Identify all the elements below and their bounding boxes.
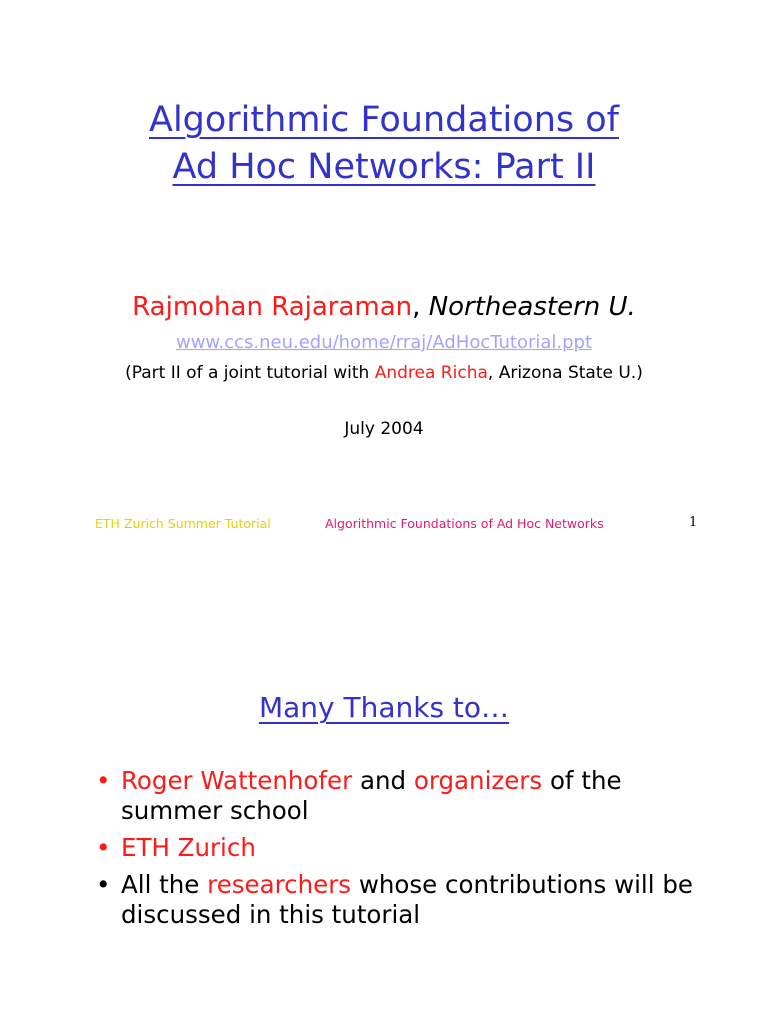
thanks-title-text: Many Thanks to… xyxy=(258,691,510,724)
bullet-text: of the summer school xyxy=(121,766,622,825)
slide-page-number: 1 xyxy=(689,515,698,530)
author-separator: , xyxy=(412,292,429,322)
slide-title-text-2: Ad Hoc Networks: Part II xyxy=(172,147,596,187)
coauthor-name: Andrea Richa xyxy=(374,363,488,383)
thanks-bullet-list xyxy=(96,766,716,937)
bullet-text: whose contributions will be discussed in this tutorial xyxy=(121,870,693,929)
presentation-date: July 2004 xyxy=(344,419,424,439)
author-line xyxy=(0,290,768,324)
bullet-icon: • xyxy=(96,833,111,862)
thanks-slide xyxy=(0,560,768,1024)
bullet-icon: • xyxy=(96,870,111,899)
footer-talk-title: Algorithmic Foundations of Ad Hoc Networks xyxy=(325,516,604,531)
list-item xyxy=(96,766,716,826)
slide-title-line-1 xyxy=(0,98,768,143)
author-affiliation: Northeastern U. xyxy=(428,292,636,322)
slide-title-text-1: Algorithmic Foundations of xyxy=(149,100,619,140)
slide-title-line-2 xyxy=(0,145,768,190)
subtitle-prefix: (Part II of a joint tutorial with xyxy=(125,363,375,383)
list-item xyxy=(96,833,716,863)
list-item xyxy=(96,870,716,930)
tutorial-url-link[interactable]: www.ccs.neu.edu/home/rraj/AdHocTutorial.ppt xyxy=(175,332,593,353)
author-name: Rajmohan Rajaraman xyxy=(132,292,413,322)
bullet-text-highlight: organizers xyxy=(413,766,543,795)
bullet-text-highlight: researchers xyxy=(207,870,352,899)
bullet-text-highlight: Roger Wattenhofer xyxy=(121,766,353,795)
bullet-text: All the xyxy=(121,870,208,899)
footer-event-name: ETH Zurich Summer Tutorial xyxy=(95,516,271,531)
joint-tutorial-note xyxy=(0,360,768,386)
bullet-text: and xyxy=(352,766,414,795)
subtitle-suffix: , Arizona State U.) xyxy=(487,363,643,383)
bullet-text-highlight: ETH Zurich xyxy=(121,833,256,862)
thanks-slide-title xyxy=(0,688,768,728)
bullet-icon: • xyxy=(96,766,111,795)
